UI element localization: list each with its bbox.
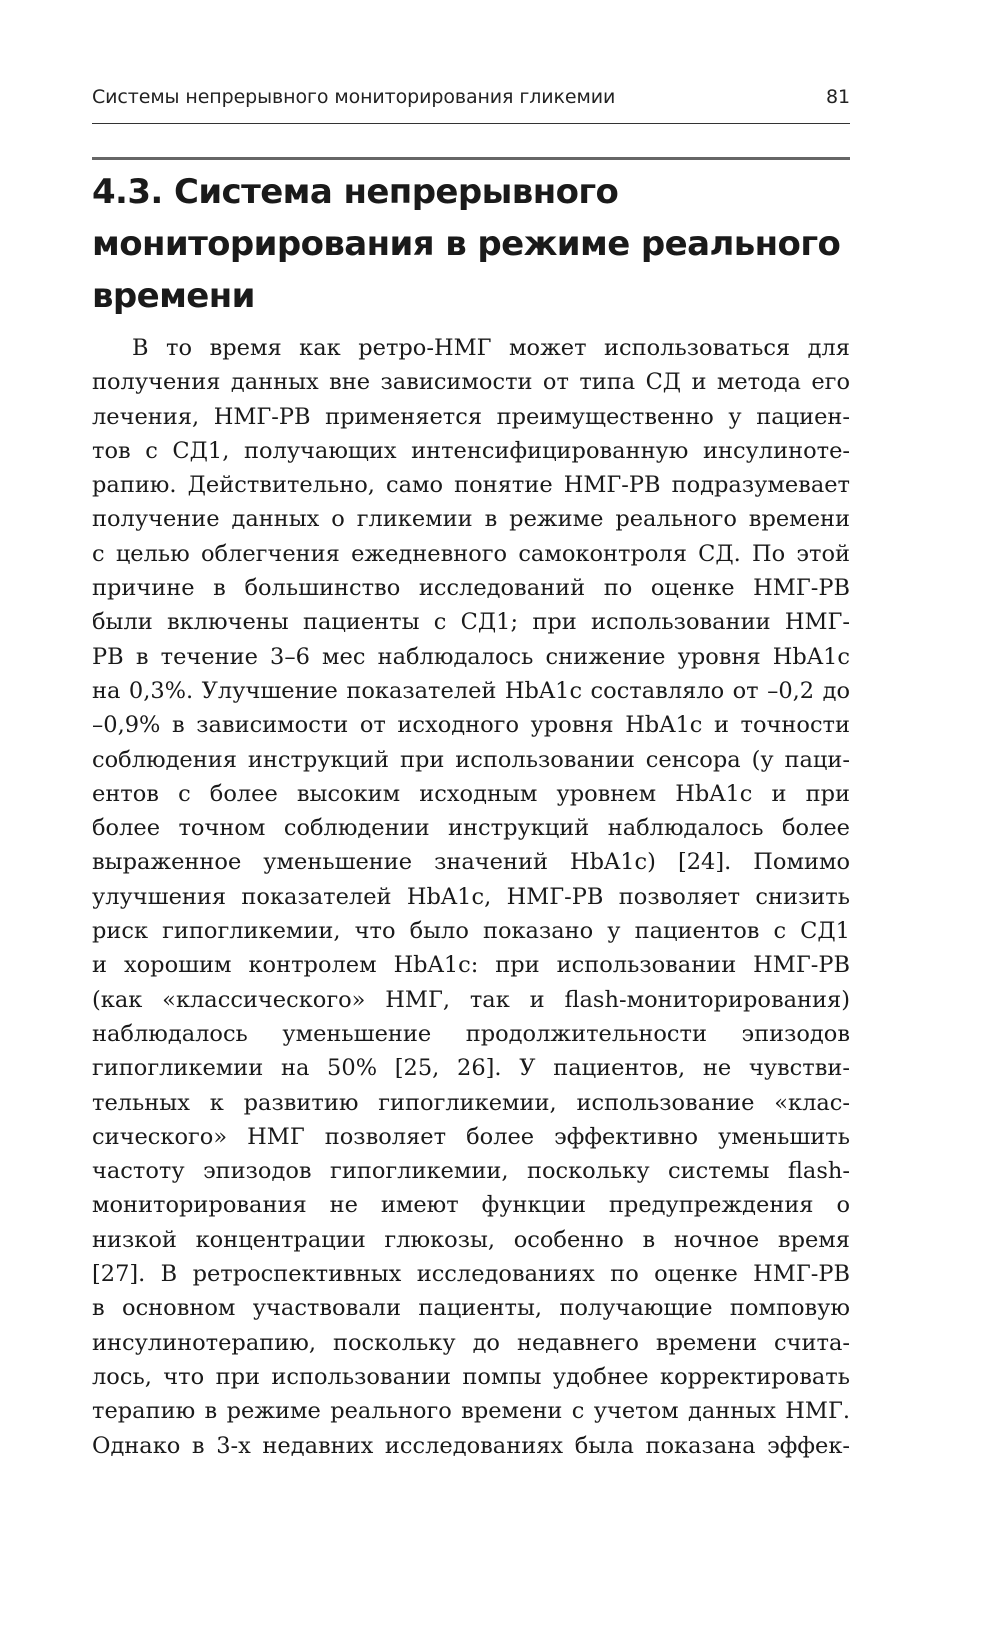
body-line: рапию. Действительно, само понятие НМГ-РВ подразумевает [92, 472, 850, 499]
header-rule [92, 123, 850, 124]
body-line: более точном соблюдении инструкций наблюдалось более [92, 815, 850, 842]
body-line: ентов с более высоким исходным уровнем HbA1c и при [92, 780, 850, 807]
section-title [92, 166, 862, 322]
body-line: соблюдения инструкций при использовании сенсора (у паци- [92, 746, 850, 773]
body-line: получения данных вне зависимости от типа СД и метода его [92, 369, 850, 396]
body-line: [27]. В ретроспективных исследованиях по оценке НМГ-РВ [92, 1261, 850, 1288]
body-line: в основном участвовали пациенты, получающие помповую [92, 1295, 850, 1322]
section-title-line: времени [92, 276, 255, 316]
body-line: частоту эпизодов гипогликемии, поскольку системы flash- [92, 1158, 850, 1185]
body-line: риск гипогликемии, что было показано у пациентов с СД1 [92, 918, 850, 945]
body-line: терапию в режиме реального времени с учетом данных НМГ. [92, 1398, 850, 1425]
body-line: на 0,3%. Улучшение показателей HbA1c составляло от –0,2 до [92, 677, 850, 704]
body-line: тов с СД1, получающих интенсифицированную инсулиноте- [92, 437, 850, 464]
running-header [92, 86, 850, 108]
body-line: (как «классического» НМГ, так и flash-мониторирования) [92, 986, 850, 1013]
body-line: причине в большинство исследований по оценке НМГ-РВ [92, 575, 850, 602]
body-line: лось, что при использовании помпы удобнее корректировать [92, 1363, 850, 1390]
body-line: РВ в течение 3–6 мес наблюдалось снижение уровня HbA1c [92, 643, 850, 670]
body-line: –0,9% в зависимости от исходного уровня HbA1c и точности [92, 712, 850, 739]
page-number: 81 [826, 86, 850, 108]
body-line: улучшения показателей HbA1c, НМГ-РВ позволяет снизить [92, 883, 850, 910]
body-line: инсулинотерапию, поскольку до недавнего времени счита- [92, 1329, 850, 1356]
body-line: с целью облегчения ежедневного самоконтроля СД. По этой [92, 540, 850, 567]
body-line: получение данных о гликемии в режиме реального времени [92, 506, 850, 533]
body-line: мониторирования не имеют функции предупреждения о [92, 1192, 850, 1219]
body-line: тельных к развитию гипогликемии, использование «клас- [92, 1089, 850, 1116]
body-line: наблюдалось уменьшение продолжительности эпизодов [92, 1020, 850, 1047]
section-title-line: 4.3. Система непрерывного [92, 172, 619, 212]
body-line: низкой концентрации глюкозы, особенно в ночное время [92, 1226, 850, 1253]
body-line: выраженное уменьшение значений HbA1c) [24]. Помимо [92, 849, 850, 876]
body-line: были включены пациенты с СД1; при использовании НМГ- [92, 609, 850, 636]
body-line: и хорошим контролем HbA1c: при использовании НМГ-РВ [92, 952, 850, 979]
body-line: гипогликемии на 50% [25, 26]. У пациентов, не чувстви- [92, 1055, 850, 1082]
section-rule [92, 157, 850, 160]
body-line: сического» НМГ позволяет более эффективно уменьшить [92, 1123, 850, 1150]
body-line: В то время как ретро-НМГ может использоваться для [132, 335, 850, 361]
body-paragraph [92, 331, 850, 1463]
body-line: лечения, НМГ-РВ применяется преимущественно у пациен- [92, 403, 850, 430]
body-line: Однако в 3-х недавних исследованиях была показана эффек- [92, 1432, 850, 1459]
running-title: Системы непрерывного мониторирования гликемии [92, 86, 616, 108]
section-title-line: мониторирования в режиме реального [92, 224, 841, 264]
